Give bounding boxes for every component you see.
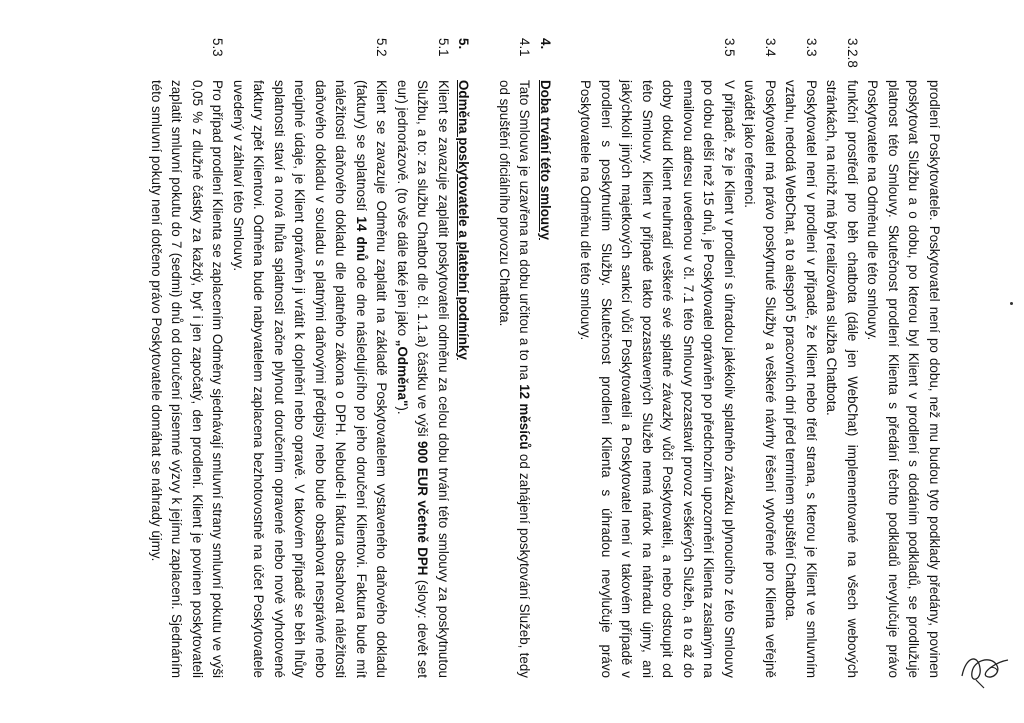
- clause-number: 3.2.8: [845, 38, 860, 68]
- clause-4-1: [494, 38, 535, 678]
- clause-5-1: [392, 38, 454, 678]
- price-value: 900 EUR včetně DPH: [415, 440, 431, 576]
- section-5-heading-row: [453, 38, 474, 678]
- intro-text: prodlení Poskytovatele. Poskytovatel není po dobu, než mu budou tyto podklady předány, povinen poskytovat Službu a o dobu, po kterou byl Klient v prodlení s dodáním podkladů, se prodlužuje platnost této Smlouvy. Skutečnost prodlení Klienta s předání těchto podkladů nevylučuje právo Poskytovatele na Odměnu dle této smlouvy.: [865, 80, 942, 678]
- clause-text: funkční prostředí pro běh chatbota (dále jen WebChat) implementované na všech webových stránkách, na nichž má být realizována služba Chatbota.: [824, 80, 860, 678]
- clause-5-3: [146, 38, 228, 678]
- clause-3-4: [739, 38, 780, 678]
- due-days-value: 14 dnů: [354, 216, 369, 262]
- clause-text: Tato Smlouva je uzavřena na dobu určitou a to na 12 měsíců od zahájení poskytování Služeb, tedy od spuštění oficiálního provozu Chatbota.: [497, 80, 533, 678]
- clause-number: 3.4: [763, 38, 778, 57]
- scan-speck: [1010, 302, 1013, 305]
- rotated-document-text: [104, 38, 944, 678]
- section-4-heading-row: [535, 38, 556, 678]
- section-heading: Doba trvání této smlouvy: [538, 80, 553, 240]
- clause-text: Klient se zavazuje Odměnu zaplatit na základě Poskytovatelem vystaveného daňového dokladu (faktury) se splatností 14 dnů ode dne následujícího po jeho doručení Klientovi. Faktura bude mít náležitosti daňového dokladu dle platného zákona o DPH. Nebude-li faktura obsahovat náležitosti daňového dokladu v souladu s platnými daňovými předpisy nebo bude obsahovat nesprávné nebo neúplné údaje, je Klient oprávněn ji vrátit k doplnění nebo opravě. V takovém případě se běh lhůty splatnosti staví a nová lhůta splatnosti začne plynout doručením opravené nebo nově vyhotovené faktury zpět Klientovi. Odměna bude nabyvatelem zaplacena bezhotovostně na účet Poskytovatele uvedený v záhlaví této Smlouvy.: [231, 80, 390, 678]
- clause-number: 3.5: [722, 38, 737, 57]
- clause-3-2-8: [821, 38, 862, 678]
- clause-text: Klient se zavazuje zaplatit poskytovateli odměnu za celou dobu trvání této smlouvy za poskytnutou Službu, a to: za službu Chatbot dle čl. 1.1.a) částku ve výši 900 EUR včetně DPH (slovy: devět set eur) jednorázově. (to vše dále také jen jako „Odměna").: [395, 80, 451, 678]
- clause-number: 4.1: [517, 38, 533, 57]
- clause-number: 5.2: [374, 38, 390, 57]
- clause-text: Pro případ prodlení Klienta se zaplacením Odměny sjednávají smluvní strany smluvní pokutu ve výši 0,05 % z dlužné částky za každý, byť i jen započatý, den prodlení. Klient je povinen poskytovateli zaplatit smluvní pokutu do 7 (sedmi) dnů od doručení písemné výzvy k jejímu zaplacení. Sjednáním této smluvní pokuty není dotčeno právo Poskytovatele domáhat se náhrady újmy.: [149, 80, 226, 678]
- clause-text: Poskytovatel není v prodlení v případě, že Klient nebo třetí strana, s kterou je Klient ve smluvním vztahu, nedodá WebChat, a to alespoň 5 pracovních dní před termínem spuštění Chatbota.: [783, 80, 819, 678]
- duration-value: 12 měsíců: [517, 384, 533, 450]
- clause-text: V případě, že je Klient v prodlení s úhradou jakékoliv splatného závazku plynoucího z této Smlouvy po dobu delší než 15 dnů, je Poskytovatel oprávněn po předchozím upozornění Klienta zaslaným na emailovou adresu uvedenou v čl. 7.1 této Smlouvy pozastavit provoz veškerých Služeb, a to až do doby dokud Klient neuhradí veškeré své splatné závazky vůči Poskytovateli, a nebo odstoupit od této Smlouvy. Klient v případě takto pozastavených Služeb nemá nárok na náhradu újmy, ani jakýchkoli jiných majetkových sankcí vůči Poskytovateli a Poskytovatel není v takovém případě v prodlení s poskytnutím Služby. Skutečnost prodlení Klienta s úhradou nevylučuje právo Poskytovatele na Odměnu dle této smlouvy.: [578, 80, 737, 678]
- clause-number: 3.3: [804, 38, 819, 57]
- clause-number: 5.3: [210, 38, 226, 57]
- section-heading: Odměna poskytovatele a platební podmínky: [456, 80, 472, 360]
- section-number: 4.: [538, 38, 553, 50]
- clause-5-2: [228, 38, 392, 678]
- clause-text: Poskytovatel má právo poskytnuté Služby a veškeré návrhy řešení vytvořené pro Klienta veřejně uvádět jako referenci.: [742, 80, 778, 678]
- intro-paragraph: [862, 80, 944, 678]
- section-number: 5.: [456, 38, 472, 50]
- clause-number: 5.1: [436, 38, 451, 57]
- clause-3-3: [780, 38, 821, 678]
- defined-term: „Odměna": [395, 339, 410, 407]
- clause-3-5: [575, 38, 739, 678]
- signature-mark: [956, 646, 1016, 690]
